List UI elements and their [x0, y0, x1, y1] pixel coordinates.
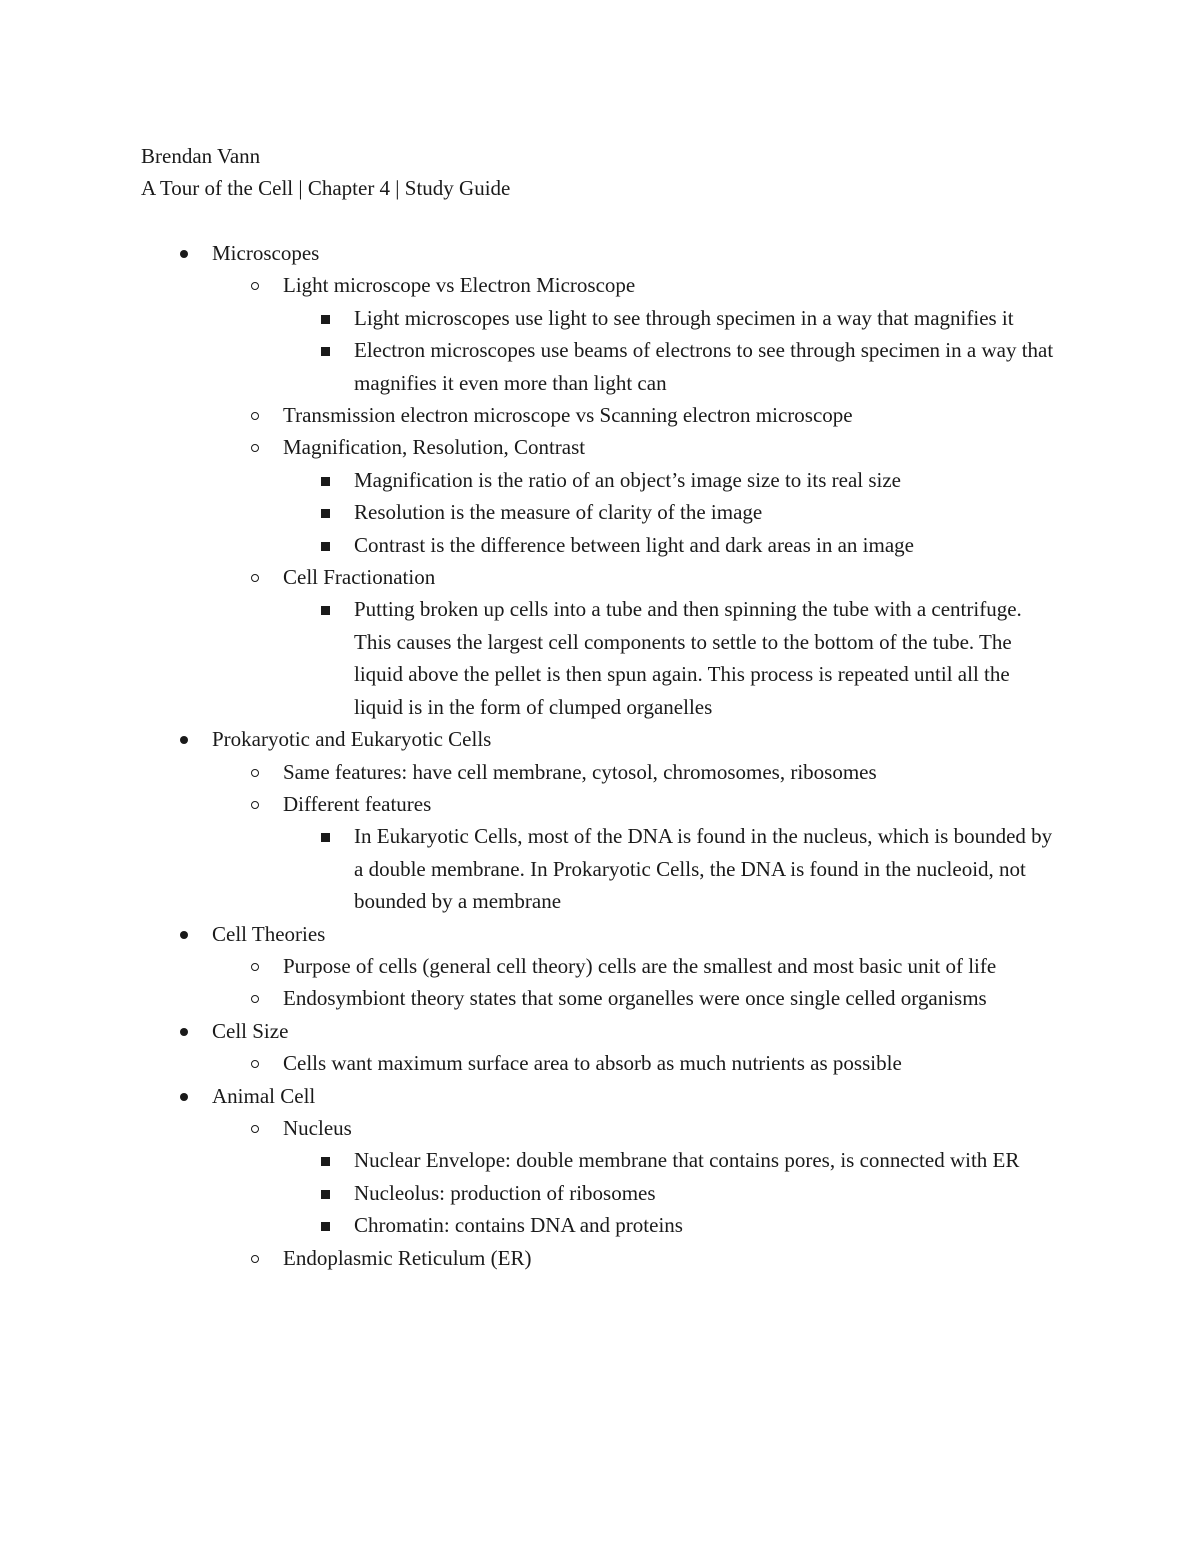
outline-item-level-2: [212, 1112, 1061, 1242]
outline-item-text: Electron microscopes use beams of electrons to see through specimen in a way that magnifies it even more than light can: [354, 338, 1054, 395]
bullet-circle-icon: [212, 1047, 283, 1079]
outline-sublist: [283, 302, 1061, 399]
outline-item-level-1: [141, 723, 1061, 917]
outline-item-text: Nucleolus: production of ribosomes: [354, 1180, 656, 1205]
outline-item-text: Putting broken up cells into a tube and then spinning the tube with a centrifuge. This causes the largest cell components to settle to the bottom of the tube. The liquid above the pellet is then spun again. This process is repeated until all the liquid is in the form of clumped organelles: [354, 597, 1022, 719]
outline-item-text: Contrast is the difference between light and dark areas in an image: [354, 532, 914, 557]
bullet-circle-icon: [212, 399, 283, 431]
bullet-circle-icon: [212, 269, 283, 301]
study-guide-outline: [141, 237, 1061, 1274]
outline-item-level-3: [283, 593, 1061, 723]
bullet-square-icon: [283, 496, 354, 528]
bullet-square-icon: [283, 529, 354, 561]
outline-item-text: Cell Size: [212, 1018, 289, 1043]
bullet-circle-icon: [212, 1112, 283, 1144]
outline-item-text: Magnification is the ratio of an object’s image size to its real size: [354, 467, 901, 492]
bullet-disc-icon: [141, 237, 212, 269]
outline-item-level-2: [212, 431, 1061, 561]
outline-sublist: [283, 464, 1061, 561]
outline-item-level-3: [283, 496, 1061, 528]
bullet-circle-icon: [212, 982, 283, 1014]
outline-item-level-2: [212, 982, 1061, 1014]
bullet-square-icon: [283, 464, 354, 496]
outline-item-text: Purpose of cells (general cell theory) cells are the smallest and most basic unit of life: [283, 953, 997, 978]
bullet-circle-icon: [212, 950, 283, 982]
outline-item-text: Different features: [283, 791, 432, 816]
outline-item-text: Nucleus: [283, 1115, 352, 1140]
outline-item-level-2: [212, 1047, 1061, 1079]
outline-item-text: Nuclear Envelope: double membrane that contains pores, is connected with ER: [354, 1148, 1020, 1173]
outline-sublist: [212, 1112, 1061, 1274]
outline-item-level-1: [141, 237, 1061, 723]
outline-sublist: [283, 1144, 1061, 1241]
bullet-circle-icon: [212, 561, 283, 593]
bullet-square-icon: [283, 1144, 354, 1176]
outline-item-level-2: [212, 756, 1061, 788]
outline-item-level-3: [283, 1144, 1061, 1176]
bullet-disc-icon: [141, 1080, 212, 1112]
document-title: A Tour of the Cell | Chapter 4 | Study Guide: [141, 176, 511, 201]
outline-item-level-2: [212, 399, 1061, 431]
bullet-circle-icon: [212, 788, 283, 820]
outline-sublist: [283, 820, 1061, 917]
outline-item-text: Microscopes: [212, 241, 320, 265]
outline-item-text: Same features: have cell membrane, cytosol, chromosomes, ribosomes: [283, 759, 877, 784]
outline-item-level-3: [283, 1177, 1061, 1209]
bullet-circle-icon: [212, 431, 283, 463]
bullet-square-icon: [283, 820, 354, 852]
outline-item-level-2: [212, 788, 1061, 918]
outline-item-text: Endoplasmic Reticulum (ER): [283, 1245, 532, 1270]
outline-item-level-3: [283, 529, 1061, 561]
bullet-circle-icon: [212, 1242, 283, 1274]
outline-item-text: Transmission electron microscope vs Scanning electron microscope: [283, 403, 853, 428]
outline-item-text: Endosymbiont theory states that some organelles were once single celled organisms: [283, 986, 987, 1011]
bullet-square-icon: [283, 1209, 354, 1241]
outline-item-text: Light microscopes use light to see through specimen in a way that magnifies it: [354, 305, 1014, 330]
outline-item-level-2: [212, 950, 1061, 982]
outline-item-level-3: [283, 820, 1061, 917]
bullet-square-icon: [283, 593, 354, 625]
bullet-square-icon: [283, 302, 354, 334]
outline-item-level-2: [212, 1242, 1061, 1274]
outline-item-level-3: [283, 302, 1061, 334]
outline-item-text: Animal Cell: [212, 1083, 316, 1108]
document-header: [141, 140, 1091, 205]
author-name: Brendan Vann: [141, 144, 261, 168]
outline-sublist: [212, 1047, 1061, 1079]
outline-item-text: Cell Fractionation: [283, 565, 436, 590]
outline-item-level-1: [141, 1080, 1061, 1274]
outline-item-text: Magnification, Resolution, Contrast: [283, 435, 586, 460]
outline-sublist: [212, 950, 1061, 1015]
outline-item-text: Resolution is the measure of clarity of the image: [354, 500, 763, 525]
outline-item-text: In Eukaryotic Cells, most of the DNA is found in the nucleus, which is bounded by a double membrane. In Prokaryotic Cells, the DNA is found in the nucleoid, not bounded by a membrane: [354, 824, 1053, 914]
bullet-disc-icon: [141, 918, 212, 950]
outline-item-text: Cells want maximum surface area to absorb as much nutrients as possible: [283, 1051, 902, 1076]
bullet-disc-icon: [141, 723, 212, 755]
outline-sublist: [212, 269, 1061, 723]
outline-item-level-1: [141, 1015, 1061, 1080]
outline-item-text: Light microscope vs Electron Microscope: [283, 273, 636, 298]
bullet-circle-icon: [212, 756, 283, 788]
outline-item-text: Cell Theories: [212, 921, 326, 946]
bullet-square-icon: [283, 334, 354, 366]
outline-item-level-3: [283, 464, 1061, 496]
outline-item-level-2: [212, 269, 1061, 399]
outline-item-text: Chromatin: contains DNA and proteins: [354, 1213, 683, 1238]
outline-sublist: [283, 593, 1061, 723]
outline-item-level-2: [212, 561, 1061, 723]
outline-sublist: [212, 756, 1061, 918]
outline-item-level-3: [283, 1209, 1061, 1241]
outline-item-level-3: [283, 334, 1061, 399]
bullet-disc-icon: [141, 1015, 212, 1047]
bullet-square-icon: [283, 1177, 354, 1209]
outline-item-text: Prokaryotic and Eukaryotic Cells: [212, 727, 492, 752]
outline-item-level-1: [141, 918, 1061, 1015]
